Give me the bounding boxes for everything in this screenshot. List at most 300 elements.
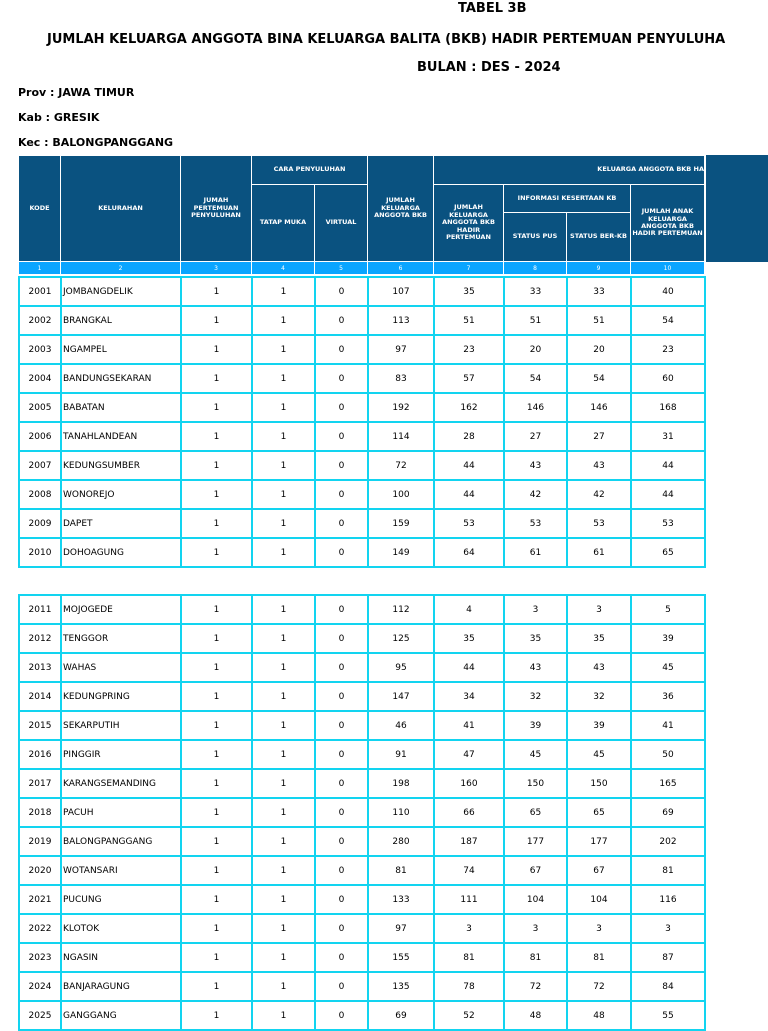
cell-kode: 2008 [19, 480, 61, 509]
cell-kode: 2023 [19, 943, 61, 972]
cell-status-berkb: 72 [567, 972, 631, 1001]
cell-status-pus: 81 [504, 943, 567, 972]
cell-jumah-pertemuan: 1 [181, 422, 252, 451]
cell-jumlah-keluarga: 110 [368, 798, 434, 827]
cell-status-pus: 45 [504, 740, 567, 769]
cell-kode: 2012 [19, 624, 61, 653]
header-status-berkb: STATUS BER-KB [567, 213, 631, 262]
cell-jumlah-hadir: 34 [434, 682, 504, 711]
cell-virtual: 0 [315, 1001, 368, 1030]
cell-jumlah-hadir: 51 [434, 306, 504, 335]
cell-kode: 2013 [19, 653, 61, 682]
cell-tatap-muka: 1 [252, 740, 315, 769]
cell-jumah-pertemuan: 1 [181, 682, 252, 711]
header-jumlah-keluarga: JUMLAH KELUARGA ANGGOTA BKB [368, 156, 434, 262]
cell-jumlah-keluarga: 107 [368, 277, 434, 306]
cell-virtual: 0 [315, 798, 368, 827]
table-row [19, 624, 705, 653]
cell-jumlah-anak: 60 [631, 364, 705, 393]
table-row [19, 451, 705, 480]
cell-kelurahan: TANAHLANDEAN [61, 422, 181, 451]
cell-jumah-pertemuan: 1 [181, 885, 252, 914]
table-header [18, 155, 705, 275]
cell-jumah-pertemuan: 1 [181, 653, 252, 682]
cell-status-berkb: 53 [567, 509, 631, 538]
cell-tatap-muka: 1 [252, 1001, 315, 1030]
cell-kode: 2006 [19, 422, 61, 451]
table-row [19, 480, 705, 509]
cell-virtual: 0 [315, 451, 368, 480]
cell-status-berkb: 3 [567, 595, 631, 624]
cell-kode: 2017 [19, 769, 61, 798]
cell-jumlah-keluarga: 280 [368, 827, 434, 856]
cell-status-pus: 33 [504, 277, 567, 306]
cell-jumlah-anak: 36 [631, 682, 705, 711]
cell-jumah-pertemuan: 1 [181, 509, 252, 538]
header-overflow-band [706, 155, 768, 262]
cell-kode: 2020 [19, 856, 61, 885]
cell-tatap-muka: 1 [252, 306, 315, 335]
cell-tatap-muka: 1 [252, 624, 315, 653]
table-number: TABEL 3B [458, 1, 527, 16]
cell-kode: 2021 [19, 885, 61, 914]
cell-virtual: 0 [315, 740, 368, 769]
cell-status-berkb: 61 [567, 538, 631, 567]
cell-status-berkb: 43 [567, 451, 631, 480]
cell-jumlah-anak: 84 [631, 972, 705, 1001]
cell-jumah-pertemuan: 1 [181, 480, 252, 509]
table-row [19, 509, 705, 538]
district-label: Kec : BALONGPANGGANG [18, 136, 174, 149]
table-row [19, 972, 705, 1001]
cell-jumlah-anak: 87 [631, 943, 705, 972]
header-informasi-kb: INFORMASI KESERTAAN KB [504, 185, 631, 213]
cell-jumah-pertemuan: 1 [181, 1001, 252, 1030]
report-period: BULAN : DES - 2024 [417, 60, 561, 75]
cell-kelurahan: BANJARAGUNG [61, 972, 181, 1001]
cell-status-pus: 146 [504, 393, 567, 422]
cell-status-berkb: 20 [567, 335, 631, 364]
cell-jumlah-hadir: 52 [434, 1001, 504, 1030]
cell-jumah-pertemuan: 1 [181, 856, 252, 885]
table-row [19, 914, 705, 943]
cell-status-berkb: 33 [567, 277, 631, 306]
cell-tatap-muka: 1 [252, 711, 315, 740]
cell-jumlah-keluarga: 97 [368, 914, 434, 943]
cell-kelurahan: KEDUNGPRING [61, 682, 181, 711]
cell-jumlah-hadir: 78 [434, 972, 504, 1001]
cell-jumah-pertemuan: 1 [181, 769, 252, 798]
cell-tatap-muka: 1 [252, 827, 315, 856]
cell-tatap-muka: 1 [252, 798, 315, 827]
cell-status-pus: 42 [504, 480, 567, 509]
cell-jumah-pertemuan: 1 [181, 711, 252, 740]
cell-kelurahan: DOHOAGUNG [61, 538, 181, 567]
table-row [19, 364, 705, 393]
cell-jumlah-keluarga: 147 [368, 682, 434, 711]
cell-kelurahan: KLOTOK [61, 914, 181, 943]
cell-status-berkb: 45 [567, 740, 631, 769]
cell-jumlah-anak: 45 [631, 653, 705, 682]
cell-jumlah-keluarga: 198 [368, 769, 434, 798]
cell-jumlah-hadir: 35 [434, 624, 504, 653]
cell-status-pus: 72 [504, 972, 567, 1001]
column-number: 5 [315, 262, 368, 275]
cell-status-berkb: 67 [567, 856, 631, 885]
cell-virtual: 0 [315, 943, 368, 972]
cell-jumlah-keluarga: 83 [368, 364, 434, 393]
cell-tatap-muka: 1 [252, 653, 315, 682]
cell-kelurahan: TENGGOR [61, 624, 181, 653]
column-number-row [19, 262, 705, 275]
cell-status-berkb: 146 [567, 393, 631, 422]
cell-virtual: 0 [315, 509, 368, 538]
cell-virtual: 0 [315, 277, 368, 306]
cell-status-berkb: 3 [567, 914, 631, 943]
cell-jumlah-anak: 69 [631, 798, 705, 827]
cell-kelurahan: BABATAN [61, 393, 181, 422]
cell-status-pus: 177 [504, 827, 567, 856]
cell-virtual: 0 [315, 538, 368, 567]
cell-jumah-pertemuan: 1 [181, 740, 252, 769]
cell-status-pus: 104 [504, 885, 567, 914]
cell-jumlah-keluarga: 112 [368, 595, 434, 624]
cell-virtual: 0 [315, 827, 368, 856]
cell-jumlah-hadir: 3 [434, 914, 504, 943]
table-row [19, 885, 705, 914]
cell-kode: 2024 [19, 972, 61, 1001]
cell-jumah-pertemuan: 1 [181, 538, 252, 567]
cell-jumlah-hadir: 44 [434, 480, 504, 509]
cell-status-pus: 51 [504, 306, 567, 335]
cell-virtual: 0 [315, 595, 368, 624]
cell-status-berkb: 150 [567, 769, 631, 798]
cell-jumlah-anak: 165 [631, 769, 705, 798]
cell-status-berkb: 104 [567, 885, 631, 914]
cell-jumlah-hadir: 23 [434, 335, 504, 364]
cell-jumlah-keluarga: 95 [368, 653, 434, 682]
cell-jumah-pertemuan: 1 [181, 451, 252, 480]
cell-jumlah-anak: 41 [631, 711, 705, 740]
cell-virtual: 0 [315, 335, 368, 364]
column-number: 8 [504, 262, 567, 275]
cell-kode: 2004 [19, 364, 61, 393]
cell-status-pus: 54 [504, 364, 567, 393]
cell-virtual: 0 [315, 393, 368, 422]
data-table-block-1 [18, 276, 706, 568]
cell-status-berkb: 32 [567, 682, 631, 711]
column-number: 6 [368, 262, 434, 275]
column-number: 7 [434, 262, 504, 275]
cell-virtual: 0 [315, 711, 368, 740]
cell-status-pus: 3 [504, 914, 567, 943]
cell-jumlah-anak: 168 [631, 393, 705, 422]
cell-status-berkb: 35 [567, 624, 631, 653]
cell-tatap-muka: 1 [252, 480, 315, 509]
cell-jumlah-hadir: 162 [434, 393, 504, 422]
header-keluarga-group: KELUARGA ANGGOTA BKB HA [434, 156, 705, 185]
cell-kelurahan: PINGGIR [61, 740, 181, 769]
cell-kode: 2025 [19, 1001, 61, 1030]
cell-jumlah-hadir: 81 [434, 943, 504, 972]
cell-jumlah-keluarga: 125 [368, 624, 434, 653]
cell-status-berkb: 48 [567, 1001, 631, 1030]
data-table-block-2 [18, 594, 706, 1031]
cell-status-berkb: 51 [567, 306, 631, 335]
cell-tatap-muka: 1 [252, 422, 315, 451]
cell-jumlah-hadir: 41 [434, 711, 504, 740]
cell-jumlah-hadir: 57 [434, 364, 504, 393]
cell-status-pus: 43 [504, 653, 567, 682]
cell-status-pus: 53 [504, 509, 567, 538]
cell-kode: 2014 [19, 682, 61, 711]
cell-jumlah-hadir: 28 [434, 422, 504, 451]
cell-tatap-muka: 1 [252, 769, 315, 798]
cell-jumlah-hadir: 111 [434, 885, 504, 914]
cell-jumlah-keluarga: 69 [368, 1001, 434, 1030]
cell-tatap-muka: 1 [252, 595, 315, 624]
cell-virtual: 0 [315, 422, 368, 451]
report-title: JUMLAH KELUARGA ANGGOTA BINA KELUARGA BALITA (BKB) HADIR PERTEMUAN PENYULUHA [47, 32, 726, 47]
cell-status-pus: 48 [504, 1001, 567, 1030]
cell-kelurahan: WOTANSARI [61, 856, 181, 885]
cell-jumlah-hadir: 160 [434, 769, 504, 798]
cell-tatap-muka: 1 [252, 885, 315, 914]
table-row [19, 306, 705, 335]
cell-status-pus: 35 [504, 624, 567, 653]
cell-jumlah-keluarga: 114 [368, 422, 434, 451]
cell-jumlah-keluarga: 149 [368, 538, 434, 567]
column-number: 4 [252, 262, 315, 275]
cell-tatap-muka: 1 [252, 972, 315, 1001]
cell-virtual: 0 [315, 480, 368, 509]
table-row [19, 538, 705, 567]
cell-jumlah-anak: 81 [631, 856, 705, 885]
cell-kelurahan: SEKARPUTIH [61, 711, 181, 740]
cell-kelurahan: WONOREJO [61, 480, 181, 509]
cell-jumlah-anak: 44 [631, 480, 705, 509]
cell-status-berkb: 42 [567, 480, 631, 509]
column-number: 10 [631, 262, 705, 275]
cell-jumah-pertemuan: 1 [181, 827, 252, 856]
cell-virtual: 0 [315, 306, 368, 335]
cell-jumah-pertemuan: 1 [181, 914, 252, 943]
cell-kode: 2019 [19, 827, 61, 856]
cell-jumlah-keluarga: 113 [368, 306, 434, 335]
cell-jumlah-keluarga: 81 [368, 856, 434, 885]
cell-tatap-muka: 1 [252, 277, 315, 306]
cell-kelurahan: MOJOGEDE [61, 595, 181, 624]
table-row [19, 1001, 705, 1030]
cell-virtual: 0 [315, 856, 368, 885]
table-row [19, 422, 705, 451]
cell-status-pus: 20 [504, 335, 567, 364]
cell-kode: 2001 [19, 277, 61, 306]
cell-jumlah-anak: 23 [631, 335, 705, 364]
header-tatap-muka: TATAP MUKA [252, 185, 315, 262]
cell-kelurahan: BANDUNGSEKARAN [61, 364, 181, 393]
cell-tatap-muka: 1 [252, 856, 315, 885]
cell-jumlah-hadir: 64 [434, 538, 504, 567]
cell-jumah-pertemuan: 1 [181, 624, 252, 653]
cell-status-pus: 3 [504, 595, 567, 624]
cell-jumah-pertemuan: 1 [181, 972, 252, 1001]
header-kelurahan: KELURAHAN [61, 156, 181, 262]
cell-jumah-pertemuan: 1 [181, 335, 252, 364]
cell-status-berkb: 39 [567, 711, 631, 740]
cell-jumlah-hadir: 47 [434, 740, 504, 769]
cell-jumlah-anak: 31 [631, 422, 705, 451]
cell-jumah-pertemuan: 1 [181, 943, 252, 972]
cell-status-berkb: 65 [567, 798, 631, 827]
cell-tatap-muka: 1 [252, 364, 315, 393]
cell-jumlah-anak: 65 [631, 538, 705, 567]
cell-kode: 2011 [19, 595, 61, 624]
cell-status-berkb: 43 [567, 653, 631, 682]
cell-status-berkb: 27 [567, 422, 631, 451]
cell-tatap-muka: 1 [252, 335, 315, 364]
cell-jumlah-hadir: 187 [434, 827, 504, 856]
cell-jumlah-keluarga: 155 [368, 943, 434, 972]
table-row [19, 711, 705, 740]
cell-virtual: 0 [315, 364, 368, 393]
cell-kelurahan: KARANGSEMANDING [61, 769, 181, 798]
cell-kelurahan: JOMBANGDELIK [61, 277, 181, 306]
table-row [19, 277, 705, 306]
cell-jumlah-hadir: 66 [434, 798, 504, 827]
header-jumlah-hadir: JUMLAH KELUARGA ANGGOTA BKB HADIR PERTEMUAN [434, 185, 504, 262]
cell-status-pus: 67 [504, 856, 567, 885]
cell-jumah-pertemuan: 1 [181, 277, 252, 306]
table-row [19, 856, 705, 885]
cell-jumlah-anak: 116 [631, 885, 705, 914]
cell-virtual: 0 [315, 653, 368, 682]
header-cara-penyuluhan: CARA PENYULUHAN [252, 156, 368, 185]
cell-virtual: 0 [315, 769, 368, 798]
cell-tatap-muka: 1 [252, 682, 315, 711]
cell-status-berkb: 177 [567, 827, 631, 856]
column-number: 2 [61, 262, 181, 275]
cell-jumlah-hadir: 74 [434, 856, 504, 885]
cell-tatap-muka: 1 [252, 509, 315, 538]
cell-jumlah-keluarga: 135 [368, 972, 434, 1001]
cell-kelurahan: BALONGPANGGANG [61, 827, 181, 856]
header-status-pus: STATUS PUS [504, 213, 567, 262]
cell-jumlah-anak: 44 [631, 451, 705, 480]
cell-kode: 2015 [19, 711, 61, 740]
cell-jumlah-keluarga: 100 [368, 480, 434, 509]
cell-virtual: 0 [315, 624, 368, 653]
cell-jumlah-hadir: 35 [434, 277, 504, 306]
cell-kode: 2010 [19, 538, 61, 567]
column-number: 9 [567, 262, 631, 275]
cell-kelurahan: NGAMPEL [61, 335, 181, 364]
cell-status-pus: 65 [504, 798, 567, 827]
cell-jumlah-anak: 55 [631, 1001, 705, 1030]
cell-jumah-pertemuan: 1 [181, 306, 252, 335]
cell-jumlah-keluarga: 91 [368, 740, 434, 769]
cell-kelurahan: DAPET [61, 509, 181, 538]
header-virtual: VIRTUAL [315, 185, 368, 262]
cell-kode: 2022 [19, 914, 61, 943]
cell-jumlah-keluarga: 97 [368, 335, 434, 364]
cell-status-pus: 61 [504, 538, 567, 567]
cell-jumah-pertemuan: 1 [181, 595, 252, 624]
cell-jumlah-keluarga: 46 [368, 711, 434, 740]
cell-tatap-muka: 1 [252, 393, 315, 422]
cell-kode: 2016 [19, 740, 61, 769]
cell-kode: 2005 [19, 393, 61, 422]
cell-kelurahan: WAHAS [61, 653, 181, 682]
regency-label: Kab : GRESIK [18, 111, 100, 124]
cell-jumah-pertemuan: 1 [181, 364, 252, 393]
cell-kelurahan: NGASIN [61, 943, 181, 972]
cell-jumlah-anak: 39 [631, 624, 705, 653]
column-number: 3 [181, 262, 252, 275]
cell-jumlah-keluarga: 72 [368, 451, 434, 480]
header-jumah-pertemuan: JUMAH PERTEMUAN PENYULUHAN [181, 156, 252, 262]
cell-virtual: 0 [315, 972, 368, 1001]
cell-jumlah-anak: 54 [631, 306, 705, 335]
cell-status-pus: 43 [504, 451, 567, 480]
table-row [19, 682, 705, 711]
cell-kode: 2002 [19, 306, 61, 335]
cell-virtual: 0 [315, 914, 368, 943]
column-number: 1 [19, 262, 61, 275]
cell-kode: 2007 [19, 451, 61, 480]
table-row [19, 595, 705, 624]
cell-status-berkb: 54 [567, 364, 631, 393]
cell-jumlah-hadir: 44 [434, 451, 504, 480]
cell-jumlah-anak: 5 [631, 595, 705, 624]
cell-jumlah-anak: 40 [631, 277, 705, 306]
header-jumlah-anak: JUMLAH ANAK KELUARGA ANGGOTA BKB HADIR PERTEMUAN [631, 185, 705, 262]
cell-jumlah-anak: 202 [631, 827, 705, 856]
cell-status-berkb: 81 [567, 943, 631, 972]
cell-jumah-pertemuan: 1 [181, 798, 252, 827]
cell-kelurahan: KEDUNGSUMBER [61, 451, 181, 480]
cell-tatap-muka: 1 [252, 451, 315, 480]
cell-status-pus: 150 [504, 769, 567, 798]
table-row [19, 798, 705, 827]
table-row [19, 653, 705, 682]
table-row [19, 943, 705, 972]
cell-kode: 2003 [19, 335, 61, 364]
cell-jumlah-keluarga: 192 [368, 393, 434, 422]
cell-kelurahan: GANGGANG [61, 1001, 181, 1030]
cell-jumlah-anak: 53 [631, 509, 705, 538]
table-row [19, 393, 705, 422]
table-row [19, 335, 705, 364]
cell-jumlah-anak: 3 [631, 914, 705, 943]
table-row [19, 740, 705, 769]
cell-jumlah-hadir: 53 [434, 509, 504, 538]
cell-status-pus: 32 [504, 682, 567, 711]
province-label: Prov : JAWA TIMUR [18, 86, 135, 99]
cell-tatap-muka: 1 [252, 914, 315, 943]
table-row [19, 769, 705, 798]
cell-tatap-muka: 1 [252, 943, 315, 972]
cell-jumlah-keluarga: 133 [368, 885, 434, 914]
cell-kelurahan: PACUH [61, 798, 181, 827]
cell-kelurahan: BRANGKAL [61, 306, 181, 335]
cell-kode: 2018 [19, 798, 61, 827]
cell-jumlah-anak: 50 [631, 740, 705, 769]
cell-jumah-pertemuan: 1 [181, 393, 252, 422]
cell-jumlah-hadir: 4 [434, 595, 504, 624]
cell-status-pus: 27 [504, 422, 567, 451]
cell-kelurahan: PUCUNG [61, 885, 181, 914]
